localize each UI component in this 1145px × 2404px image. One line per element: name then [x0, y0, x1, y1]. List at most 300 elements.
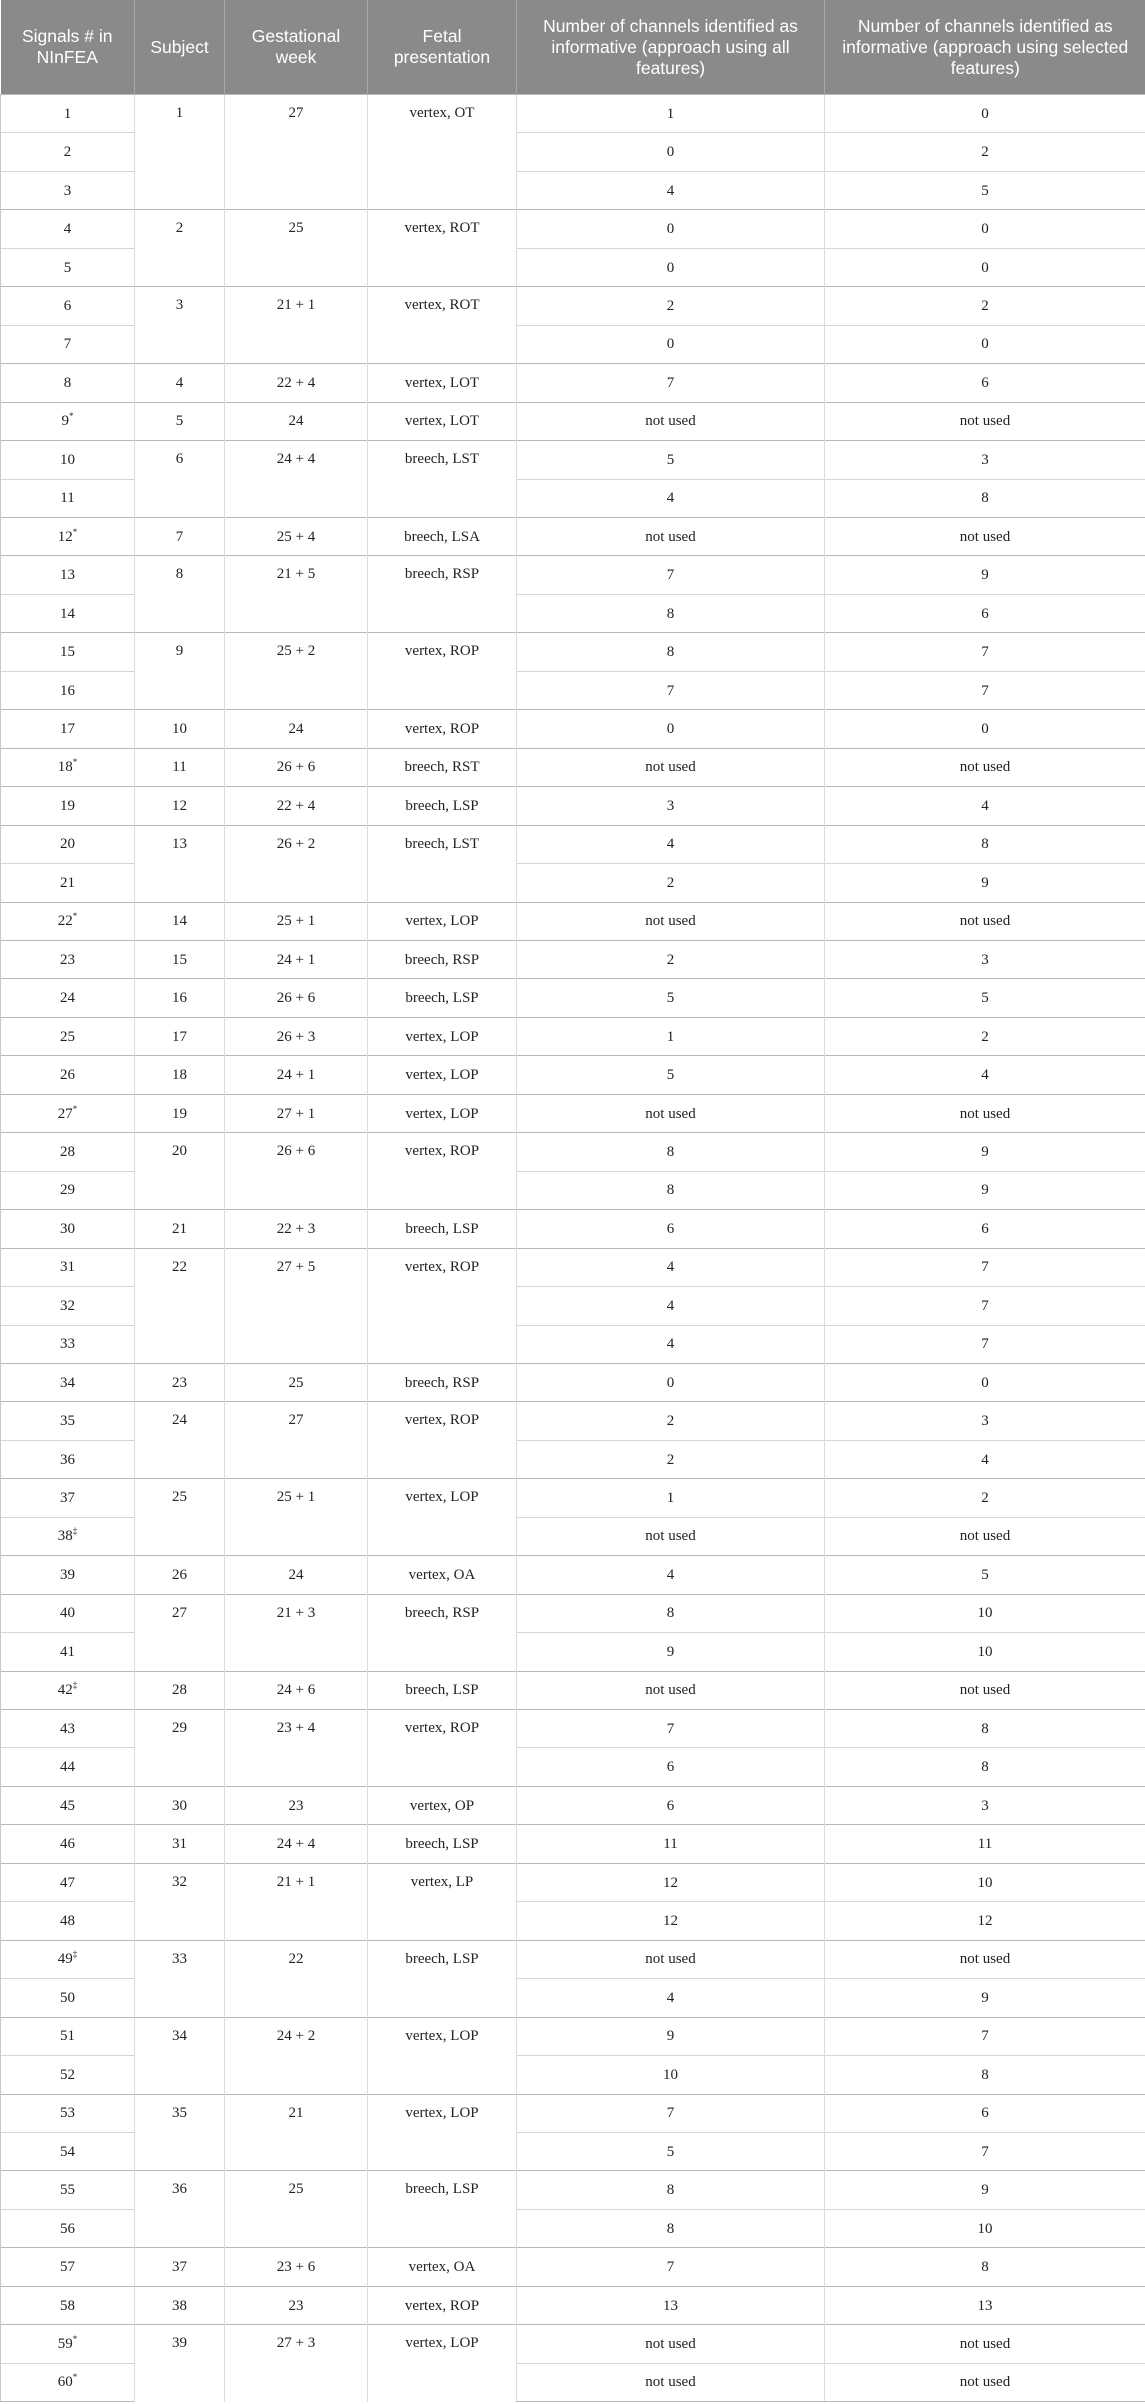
table-row	[1, 1825, 1145, 1863]
gestational-week-cell: 25	[225, 1363, 368, 1401]
subject-cell: 21	[135, 1210, 225, 1248]
signal-id: 26	[60, 1067, 75, 1084]
informative-selected-cell: 10	[825, 1594, 1145, 1632]
signal-id: 4	[63, 221, 72, 238]
fetal-presentation-cell: breech, LSP	[368, 2171, 517, 2248]
table-row	[1, 1056, 1145, 1094]
fetal-presentation-cell: breech, LSP	[368, 1825, 517, 1863]
signal-number	[1, 2171, 135, 2209]
informative-selected-cell: 12	[825, 1902, 1145, 1940]
table-row	[1, 1363, 1145, 1401]
informative-selected-cell: 2	[825, 1479, 1145, 1517]
informative-all-cell: 2	[517, 864, 825, 902]
table-row	[1, 2325, 1145, 2363]
informative-all-cell: 8	[517, 1133, 825, 1171]
subject-cell: 30	[135, 1786, 225, 1824]
signal-number	[1, 95, 135, 133]
signal-number	[1, 1633, 135, 1671]
signal-id: 35	[60, 1413, 75, 1430]
subject-cell: 14	[135, 902, 225, 940]
signal-number	[1, 979, 135, 1017]
signal-id: 49	[57, 1951, 73, 1968]
table-row	[1, 2248, 1145, 2286]
subject-cell: 22	[135, 1248, 225, 1363]
signal-id: 60	[57, 2374, 73, 2391]
signal-footnote-mark: *	[72, 2334, 78, 2344]
gestational-week-cell: 26 + 3	[225, 1017, 368, 1055]
informative-selected-cell: 10	[825, 1863, 1145, 1901]
informative-all-cell: 2	[517, 940, 825, 978]
informative-all-cell: 2	[517, 1402, 825, 1440]
fetal-presentation-cell: vertex, LOT	[368, 364, 517, 402]
table-row	[1, 1402, 1145, 1440]
table-row	[1, 517, 1145, 555]
fetal-presentation-cell: vertex, OA	[368, 1556, 517, 1594]
signal-number	[1, 594, 135, 632]
signal-number	[1, 517, 135, 555]
informative-selected-cell: 2	[825, 133, 1145, 171]
informative-selected-cell: 8	[825, 1748, 1145, 1786]
signal-number	[1, 2363, 135, 2401]
signal-id: 47	[60, 1874, 75, 1891]
gestational-week-cell: 23	[225, 1786, 368, 1824]
informative-selected-cell: 0	[825, 325, 1145, 363]
signal-id: 58	[60, 2297, 75, 2314]
signal-id: 41	[60, 1643, 75, 1660]
signal-number	[1, 787, 135, 825]
table-row	[1, 556, 1145, 594]
gestational-week-cell: 22	[225, 1940, 368, 2017]
informative-selected-cell: 7	[825, 671, 1145, 709]
signal-footnote-mark: *	[72, 757, 78, 768]
signal-number	[1, 748, 135, 786]
signal-id: 55	[60, 2182, 75, 2199]
gestational-week-cell: 24 + 2	[225, 2017, 368, 2094]
fetal-presentation-cell: breech, LSP	[368, 1210, 517, 1248]
informative-all-cell: not used	[517, 517, 825, 555]
informative-all-cell: not used	[517, 1517, 825, 1555]
informative-selected-cell: 6	[825, 1210, 1145, 1248]
informative-selected-cell: 10	[825, 1633, 1145, 1671]
signal-number	[1, 2248, 135, 2286]
subject-cell: 25	[135, 1479, 225, 1556]
subject-cell: 6	[135, 441, 225, 518]
informative-selected-cell: 9	[825, 556, 1145, 594]
signal-number	[1, 1248, 135, 1286]
fetal-presentation-cell: breech, LST	[368, 825, 517, 902]
informative-all-cell: 8	[517, 1594, 825, 1632]
signal-footnote-mark: ‡	[72, 1949, 78, 1960]
informative-all-cell: 7	[517, 556, 825, 594]
informative-selected-cell: 2	[825, 1017, 1145, 1055]
informative-all-cell: 7	[517, 2094, 825, 2132]
signal-number	[1, 1171, 135, 1209]
table-row	[1, 748, 1145, 786]
subject-cell: 24	[135, 1402, 225, 1479]
informative-selected-cell: not used	[825, 2363, 1145, 2401]
gestational-week-cell: 24 + 1	[225, 1056, 368, 1094]
fetal-presentation-cell: vertex, LOP	[368, 1479, 517, 1556]
signal-number	[1, 1825, 135, 1863]
informative-selected-cell: not used	[825, 1517, 1145, 1555]
signal-id: 22	[57, 913, 73, 930]
table-row	[1, 1940, 1145, 1978]
subject-cell: 32	[135, 1863, 225, 1940]
informative-all-cell: 1	[517, 1017, 825, 1055]
informative-all-cell: 0	[517, 248, 825, 286]
informative-all-cell: 0	[517, 325, 825, 363]
informative-all-cell: 2	[517, 287, 825, 325]
informative-selected-cell: 7	[825, 2017, 1145, 2055]
signal-id: 34	[60, 1374, 75, 1391]
informative-all-cell: 12	[517, 1863, 825, 1901]
subject-cell: 35	[135, 2094, 225, 2171]
table-row	[1, 210, 1145, 248]
informative-all-cell: 7	[517, 671, 825, 709]
informative-selected-cell: 4	[825, 1056, 1145, 1094]
signal-id: 44	[60, 1759, 75, 1776]
subject-cell: 5	[135, 402, 225, 440]
informative-all-cell: not used	[517, 2363, 825, 2401]
signal-number	[1, 940, 135, 978]
signal-number	[1, 402, 135, 440]
fetal-presentation-cell: breech, RST	[368, 748, 517, 786]
gestational-week-cell: 24	[225, 710, 368, 748]
subject-cell: 38	[135, 2286, 225, 2324]
gestational-week-cell: 26 + 6	[225, 748, 368, 786]
table-row	[1, 633, 1145, 671]
signal-id: 14	[60, 605, 75, 622]
informative-all-cell: 8	[517, 1171, 825, 1209]
fetal-presentation-cell: vertex, LOP	[368, 2325, 517, 2402]
informative-all-cell: not used	[517, 1094, 825, 1132]
signal-number	[1, 671, 135, 709]
signal-id: 48	[60, 1913, 75, 1930]
gestational-week-cell: 22 + 4	[225, 364, 368, 402]
subject-cell: 20	[135, 1133, 225, 1210]
fetal-presentation-cell: breech, RSP	[368, 1363, 517, 1401]
subject-cell: 15	[135, 940, 225, 978]
informative-selected-cell: 7	[825, 1248, 1145, 1286]
informative-all-cell: not used	[517, 748, 825, 786]
signal-number	[1, 210, 135, 248]
gestational-week-cell: 27 + 1	[225, 1094, 368, 1132]
subject-cell: 34	[135, 2017, 225, 2094]
signal-number	[1, 1671, 135, 1709]
signal-footnote-mark: *	[72, 911, 78, 922]
signal-id: 29	[60, 1182, 75, 1199]
subject-cell: 13	[135, 825, 225, 902]
table-row	[1, 940, 1145, 978]
signal-id: 38	[57, 1528, 73, 1545]
informative-selected-cell: 7	[825, 633, 1145, 671]
gestational-week-cell: 24 + 4	[225, 441, 368, 518]
signal-number	[1, 864, 135, 902]
signal-number	[1, 1133, 135, 1171]
fetal-presentation-cell: vertex, ROP	[368, 1133, 517, 1210]
table-row	[1, 1710, 1145, 1748]
signal-number	[1, 2017, 135, 2055]
fetal-presentation-cell: vertex, LOP	[368, 1056, 517, 1094]
informative-selected-cell: not used	[825, 902, 1145, 940]
informative-all-cell: 8	[517, 633, 825, 671]
informative-all-cell: not used	[517, 902, 825, 940]
fetal-presentation-cell: vertex, LOP	[368, 902, 517, 940]
informative-selected-cell: not used	[825, 402, 1145, 440]
informative-all-cell: 6	[517, 1748, 825, 1786]
signal-id: 6	[63, 297, 72, 314]
gestational-week-cell: 25 + 1	[225, 902, 368, 940]
signal-id: 11	[60, 490, 75, 507]
signal-number	[1, 556, 135, 594]
subject-cell: 7	[135, 517, 225, 555]
gestational-week-cell: 21	[225, 2094, 368, 2171]
informative-selected-cell: 7	[825, 1287, 1145, 1325]
fetal-presentation-cell: breech, LSP	[368, 979, 517, 1017]
signal-id: 25	[60, 1028, 75, 1045]
signal-id: 13	[60, 567, 75, 584]
informative-all-cell: not used	[517, 2325, 825, 2363]
informative-selected-cell: 13	[825, 2286, 1145, 2324]
signal-number	[1, 1210, 135, 1248]
subject-cell: 1	[135, 95, 225, 210]
signal-id: 50	[60, 1989, 75, 2006]
informative-all-cell: 7	[517, 1710, 825, 1748]
header-informative-selected-features: Number of channels identified as informative (approach using selected features)	[825, 0, 1145, 95]
informative-all-cell: 4	[517, 171, 825, 209]
informative-selected-cell: 6	[825, 594, 1145, 632]
signal-number	[1, 1479, 135, 1517]
header-fetal-presentation: Fetal presentation	[368, 0, 517, 95]
informative-all-cell: 1	[517, 95, 825, 133]
signal-id: 21	[60, 874, 75, 891]
signal-number	[1, 364, 135, 402]
informative-selected-cell: 8	[825, 479, 1145, 517]
gestational-week-cell: 23 + 4	[225, 1710, 368, 1787]
signal-id: 39	[60, 1566, 75, 1583]
informative-all-cell: not used	[517, 1671, 825, 1709]
signal-id: 59	[57, 2336, 73, 2352]
signal-id: 1	[63, 105, 72, 122]
table-row	[1, 441, 1145, 479]
gestational-week-cell: 24 + 1	[225, 940, 368, 978]
signal-id: 52	[60, 2066, 75, 2083]
fetal-presentation-cell: vertex, ROT	[368, 287, 517, 364]
informative-selected-cell: not used	[825, 1671, 1145, 1709]
subject-cell: 29	[135, 1710, 225, 1787]
informative-selected-cell: 9	[825, 1171, 1145, 1209]
gestational-week-cell: 22 + 4	[225, 787, 368, 825]
informative-selected-cell: 3	[825, 1402, 1145, 1440]
table-row	[1, 710, 1145, 748]
signal-id: 30	[60, 1220, 75, 1237]
informative-all-cell: 4	[517, 1325, 825, 1363]
table-row	[1, 1863, 1145, 1901]
gestational-week-cell: 25 + 1	[225, 1479, 368, 1556]
informative-selected-cell: 5	[825, 979, 1145, 1017]
informative-all-cell: not used	[517, 402, 825, 440]
subject-cell: 9	[135, 633, 225, 710]
subject-cell: 26	[135, 1556, 225, 1594]
signal-id: 40	[60, 1605, 75, 1622]
fetal-presentation-cell: vertex, ROP	[368, 633, 517, 710]
signal-number	[1, 248, 135, 286]
table-row	[1, 2017, 1145, 2055]
signal-id: 33	[60, 1336, 75, 1353]
header-gestational-week: Gestational week	[225, 0, 368, 95]
informative-selected-cell: 0	[825, 710, 1145, 748]
table-row	[1, 95, 1145, 133]
signal-number	[1, 1902, 135, 1940]
signal-number	[1, 1440, 135, 1478]
signal-id: 45	[60, 1797, 75, 1814]
gestational-week-cell: 21 + 5	[225, 556, 368, 633]
table-row	[1, 1786, 1145, 1824]
informative-selected-cell: 9	[825, 1133, 1145, 1171]
signal-number	[1, 1594, 135, 1632]
informative-all-cell: 4	[517, 479, 825, 517]
signal-number	[1, 171, 135, 209]
gestational-week-cell: 25 + 4	[225, 517, 368, 555]
gestational-week-cell: 26 + 2	[225, 825, 368, 902]
informative-selected-cell: 0	[825, 248, 1145, 286]
table-row	[1, 1671, 1145, 1709]
informative-all-cell: 5	[517, 2133, 825, 2171]
signal-number	[1, 1710, 135, 1748]
signal-id: 28	[60, 1143, 75, 1160]
informative-selected-cell: 10	[825, 2209, 1145, 2247]
table-row	[1, 1479, 1145, 1517]
informative-all-cell: 13	[517, 2286, 825, 2324]
informative-all-cell: 8	[517, 2209, 825, 2247]
subject-cell: 28	[135, 1671, 225, 1709]
informative-all-cell: 4	[517, 1556, 825, 1594]
table-row	[1, 902, 1145, 940]
table-row	[1, 825, 1145, 863]
fetal-presentation-cell: vertex, OP	[368, 1786, 517, 1824]
fetal-presentation-cell: breech, RSP	[368, 1594, 517, 1671]
fetal-presentation-cell: vertex, OA	[368, 2248, 517, 2286]
informative-selected-cell: 11	[825, 1825, 1145, 1863]
signal-number	[1, 1863, 135, 1901]
signal-number	[1, 2133, 135, 2171]
fetal-presentation-cell: vertex, LOT	[368, 402, 517, 440]
gestational-week-cell: 21 + 1	[225, 1863, 368, 1940]
header-signals: Signals # in NInFEA	[1, 0, 135, 95]
informative-selected-cell: 3	[825, 940, 1145, 978]
signal-id: 7	[63, 336, 72, 353]
fetal-presentation-cell: vertex, LOP	[368, 1094, 517, 1132]
informative-all-cell: not used	[517, 1940, 825, 1978]
fetal-presentation-cell: vertex, LP	[368, 1863, 517, 1940]
signal-id: 36	[60, 1451, 75, 1468]
gestational-week-cell: 27	[225, 95, 368, 210]
table-row	[1, 402, 1145, 440]
subject-cell: 37	[135, 2248, 225, 2286]
table-row	[1, 2286, 1145, 2324]
signal-id: 56	[60, 2220, 75, 2237]
fetal-presentation-cell: breech, LSP	[368, 787, 517, 825]
informative-selected-cell: 0	[825, 95, 1145, 133]
signal-id: 17	[60, 720, 75, 737]
fetal-presentation-cell: breech, LSP	[368, 1940, 517, 2017]
subject-cell: 19	[135, 1094, 225, 1132]
informative-selected-cell: 3	[825, 441, 1145, 479]
informative-all-cell: 0	[517, 133, 825, 171]
informative-all-cell: 11	[517, 1825, 825, 1863]
signal-id: 3	[63, 182, 72, 199]
signal-footnote-mark: *	[69, 411, 74, 422]
informative-all-cell: 0	[517, 1363, 825, 1401]
fetal-presentation-cell: vertex, LOP	[368, 1017, 517, 1055]
signal-id: 57	[60, 2259, 75, 2276]
table-row	[1, 1248, 1145, 1286]
informative-all-cell: 4	[517, 825, 825, 863]
table-row	[1, 287, 1145, 325]
signal-number	[1, 825, 135, 863]
signal-number	[1, 710, 135, 748]
signal-number	[1, 1748, 135, 1786]
signal-number	[1, 1979, 135, 2017]
informative-all-cell: 10	[517, 2056, 825, 2094]
fetal-presentation-cell: breech, RSP	[368, 940, 517, 978]
fetal-presentation-cell: vertex, ROP	[368, 2286, 517, 2324]
fetal-presentation-cell: vertex, ROP	[368, 1710, 517, 1787]
informative-all-cell: 3	[517, 787, 825, 825]
signal-footnote-mark: ‡	[72, 1680, 78, 1691]
informative-selected-cell: 4	[825, 787, 1145, 825]
informative-all-cell: 2	[517, 1440, 825, 1478]
informative-all-cell: 5	[517, 441, 825, 479]
signal-number	[1, 1094, 135, 1132]
signal-id: 16	[60, 682, 75, 699]
fetal-presentation-cell: breech, RSP	[368, 556, 517, 633]
informative-all-cell: 4	[517, 1248, 825, 1286]
informative-all-cell: 8	[517, 2171, 825, 2209]
signal-id: 20	[60, 836, 75, 853]
signal-id: 5	[63, 259, 72, 276]
gestational-week-cell: 25	[225, 2171, 368, 2248]
signal-id: 53	[60, 2105, 75, 2122]
informative-selected-cell: 3	[825, 1786, 1145, 1824]
fetal-presentation-cell: vertex, ROP	[368, 1248, 517, 1363]
signal-footnote-mark: *	[72, 526, 78, 537]
table-body	[1, 95, 1145, 2402]
table-row	[1, 364, 1145, 402]
signal-number	[1, 1017, 135, 1055]
signal-footnote-mark: ‡	[72, 1526, 78, 1537]
signal-number	[1, 2209, 135, 2247]
gestational-week-cell: 23 + 6	[225, 2248, 368, 2286]
subject-cell: 10	[135, 710, 225, 748]
table-header	[1, 0, 1145, 95]
signal-number	[1, 1556, 135, 1594]
informative-selected-cell: not used	[825, 1094, 1145, 1132]
signal-id: 46	[60, 1836, 75, 1853]
informative-selected-cell: 5	[825, 1556, 1145, 1594]
signal-id: 18	[57, 759, 73, 776]
gestational-week-cell: 24	[225, 402, 368, 440]
signal-id: 37	[60, 1490, 75, 1507]
signal-id: 12	[57, 528, 73, 545]
subject-cell: 17	[135, 1017, 225, 1055]
fetal-presentation-cell: vertex, ROT	[368, 210, 517, 287]
fetal-presentation-cell: vertex, LOP	[368, 2017, 517, 2094]
informative-selected-cell: not used	[825, 2325, 1145, 2363]
subject-cell: 31	[135, 1825, 225, 1863]
informative-selected-cell: not used	[825, 1940, 1145, 1978]
gestational-week-cell: 21 + 1	[225, 287, 368, 364]
